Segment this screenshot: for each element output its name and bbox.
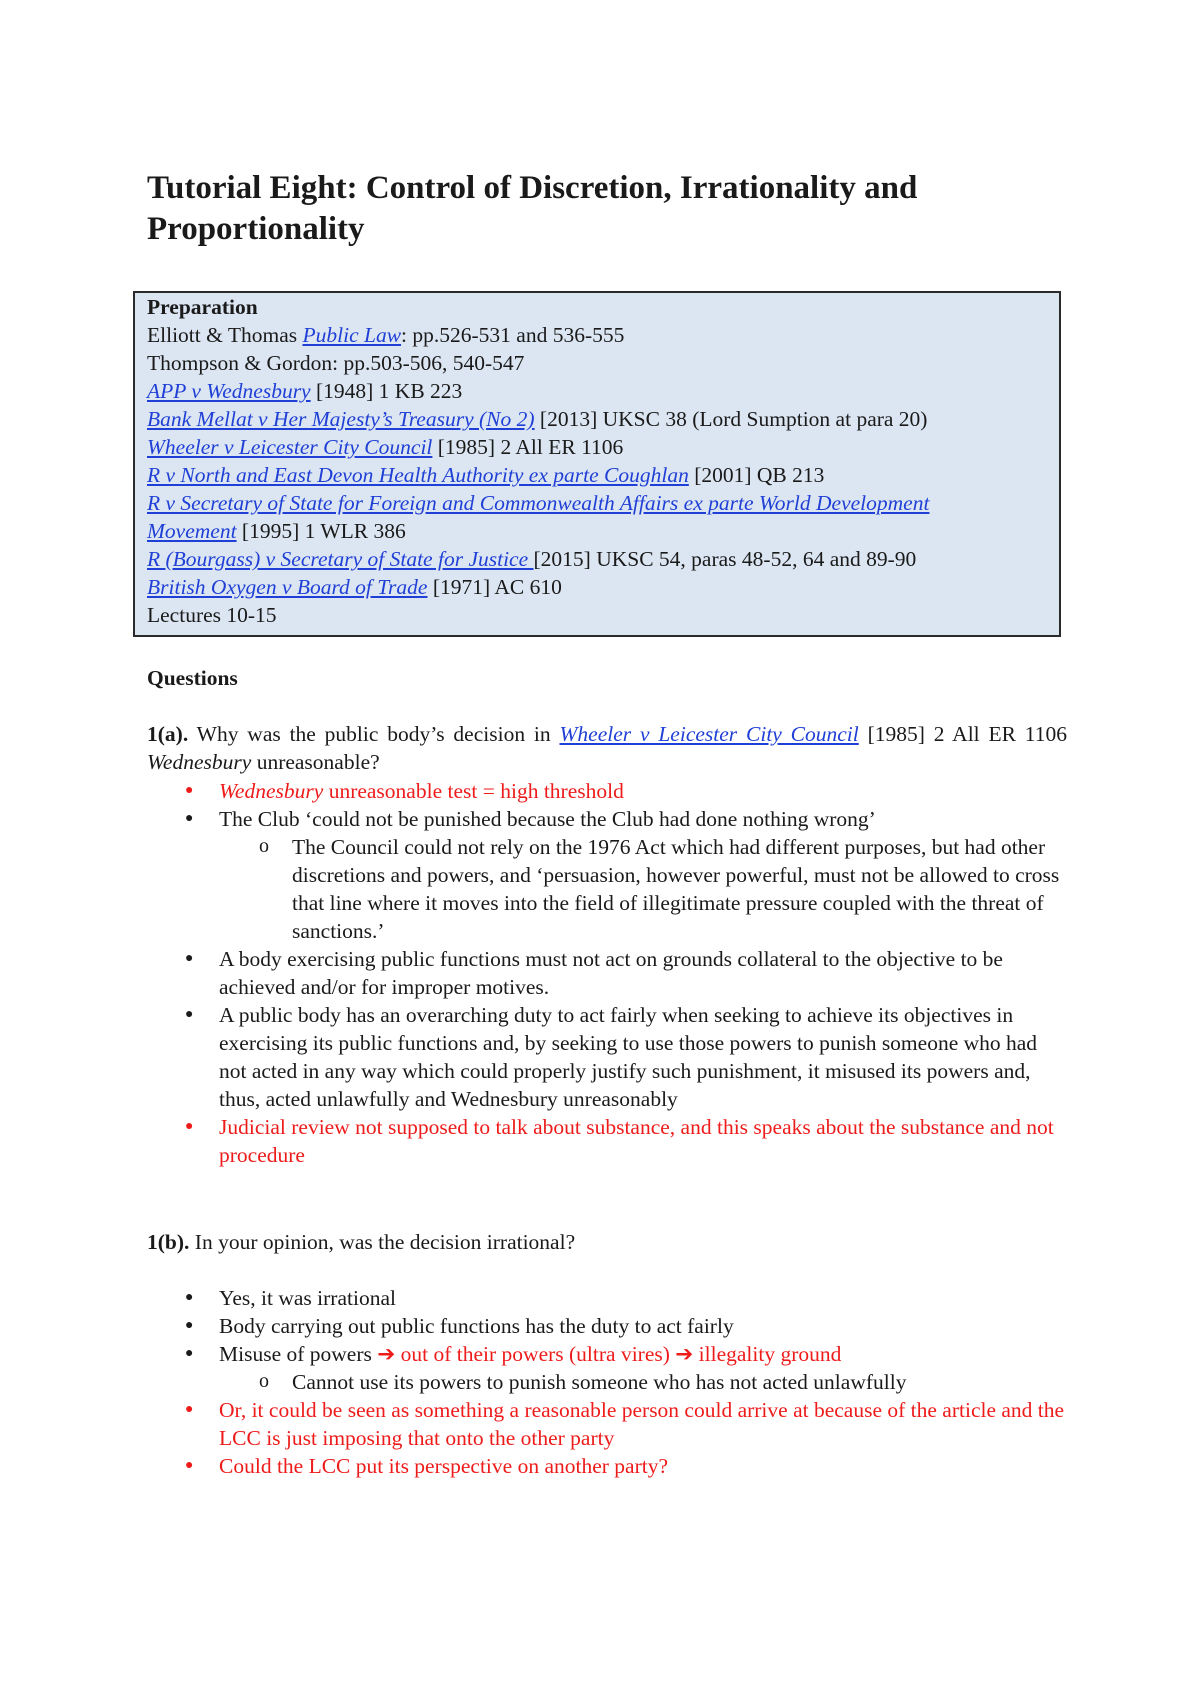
case-reference: [147, 405, 1059, 433]
case-reference: [147, 573, 1059, 601]
list-item-text-red: illegality ground: [693, 1342, 842, 1366]
list-item: [147, 1396, 1067, 1452]
list-item-text: Body carrying out public functions has the duty to act fairly: [219, 1314, 734, 1338]
question-text: In your opinion, was the decision irrational?: [189, 1230, 576, 1254]
list-item-text: Could the LCC put its perspective on another party?: [219, 1454, 669, 1478]
list-item-text: Misuse of powers: [219, 1342, 378, 1366]
case-link-british-oxygen[interactable]: British Oxygen v Board of Trade: [147, 575, 428, 599]
case-link-world-development-cont[interactable]: Movement: [147, 519, 237, 543]
bullet-icon: ●: [185, 1007, 194, 1022]
bullet-icon: ●: [185, 1290, 194, 1305]
list-item-text: The Council could not rely on the 1976 Act which had different purposes, but had other discretions and powers, and ‘persuasion, however powerful, must not be allowed to cross that line where it moves into the field of illegitimate pressure coupled with the threat of sanctions.’: [292, 835, 1060, 943]
lectures-line: Lectures 10-15: [147, 603, 277, 627]
bullet-icon: ●: [185, 811, 194, 826]
case-link-coughlan[interactable]: R v North and East Devon Health Authority ex parte Coughlan: [147, 463, 689, 487]
bullet-icon: ●: [185, 1318, 194, 1333]
list-item-text: Cannot use its powers to punish someone who has not acted unlawfully: [292, 1370, 907, 1394]
circle-bullet-icon: o: [259, 835, 269, 857]
list-item-italic: Wednesbury: [219, 779, 324, 803]
question-1b: [147, 1228, 1067, 1256]
case-reference: [147, 545, 1059, 573]
case-reference: [147, 517, 1059, 545]
case-link-wednesbury[interactable]: APP v Wednesbury: [147, 379, 311, 403]
citation-text: [2001] QB 213: [688, 463, 825, 487]
list-item-text: A body exercising public functions must not act on grounds collateral to the objective to be achieved and/or for improper motives.: [219, 947, 1003, 999]
arrow-right-icon: ➔: [377, 1342, 396, 1366]
case-link-bourgass[interactable]: R (Bourgass) v Secretary of State for Justice: [147, 547, 534, 571]
list-item-text: Yes, it was irrational: [219, 1286, 396, 1310]
preparation-heading: Preparation: [147, 295, 258, 319]
preparation-box: [133, 291, 1061, 637]
bullet-icon: ●: [185, 1119, 194, 1134]
list-item-text: A public body has an overarching duty to act fairly when seeking to achieve its objectives in exercising its public functions and, by seeking to use those powers to punish someone who had not acted in any way which could properly justify such punishment, it misused its powers and, thus, acted unlawfully and Wednesbury unreasonably: [219, 1003, 1038, 1111]
citation-text: [2015] UKSC 54, paras 48-52, 64 and 89-90: [533, 547, 917, 571]
question-number: 1(b).: [147, 1230, 190, 1254]
bullet-icon: ●: [185, 783, 194, 798]
list-item: [147, 1001, 1067, 1113]
case-link-wheeler[interactable]: Wheeler v Leicester City Council: [559, 722, 859, 746]
bullet-icon: ●: [185, 951, 194, 966]
list-item: [147, 1312, 1067, 1340]
arrow-right-icon: ➔: [675, 1342, 694, 1366]
reading-text: Elliott & Thomas: [147, 323, 303, 347]
bullet-icon: ●: [185, 1346, 194, 1361]
bullet-icon: ●: [185, 1402, 194, 1417]
list-item: [147, 805, 1067, 833]
list-item-text: unreasonable test = high threshold: [323, 779, 624, 803]
list-item: [147, 1340, 1067, 1368]
case-link-wheeler[interactable]: Wheeler v Leicester City Council: [147, 435, 433, 459]
page-title: Tutorial Eight: Control of Discretion, Irrationality and Proportionality: [147, 170, 918, 247]
list-item: [147, 1113, 1067, 1169]
question-text: unreasonable?: [251, 750, 380, 774]
reading-text: : pp.526-531 and 536-555: [401, 323, 625, 347]
reading-thompson: Thompson & Gordon: pp.503-506, 540-547: [147, 351, 525, 375]
bullet-icon: ●: [185, 1458, 194, 1473]
circle-bullet-icon: o: [259, 1370, 269, 1392]
list-item-text-red: out of their powers (ultra vires): [395, 1342, 676, 1366]
citation-text: [1985] 2 All ER 1106: [432, 435, 624, 459]
question-number: 1(a).: [147, 722, 189, 746]
question-1a: [147, 720, 1067, 776]
case-reference: [147, 489, 1059, 517]
list-item: [147, 777, 1067, 805]
public-law-link[interactable]: Public Law: [302, 323, 402, 347]
list-item-text: Judicial review not supposed to talk about substance, and this speaks about the substance and not procedure: [219, 1115, 1054, 1167]
list-item: [147, 1452, 1067, 1480]
sub-list-item: [147, 1368, 1067, 1396]
citation-text: [1948] 1 KB 223: [310, 379, 463, 403]
list-item: [147, 1284, 1067, 1312]
case-reference: [147, 433, 1059, 461]
case-link-bank-mellat[interactable]: Bank Mellat v Her Majesty’s Treasury (No 2): [147, 407, 535, 431]
answer-list-1b: [147, 1284, 1067, 1480]
citation-text: [1971] AC 610: [427, 575, 562, 599]
questions-heading: Questions: [147, 666, 238, 690]
citation-text: [2013] UKSC 38 (Lord Sumption at para 20): [534, 407, 928, 431]
list-item: [147, 945, 1067, 1001]
reading-elliott: [147, 321, 1059, 349]
case-link-world-development[interactable]: R v Secretary of State for Foreign and Commonwealth Affairs ex parte World Development: [147, 491, 930, 515]
question-text: [1985] 2 All ER 1106: [858, 722, 1068, 746]
list-item-text: The Club ‘could not be punished because the Club had done nothing wrong’: [219, 807, 876, 831]
case-reference: [147, 377, 1059, 405]
question-text: Why was the public body’s decision in: [188, 722, 560, 746]
citation-text: [1995] 1 WLR 386: [236, 519, 406, 543]
sub-list-item: [147, 833, 1067, 945]
case-reference: [147, 461, 1059, 489]
list-item-text: Or, it could be seen as something a reasonable person could arrive at because of the article and the LCC is just imposing that onto the other party: [219, 1398, 1065, 1450]
question-text-italic: Wednesbury: [147, 750, 252, 774]
answer-list-1a: [147, 777, 1067, 1169]
